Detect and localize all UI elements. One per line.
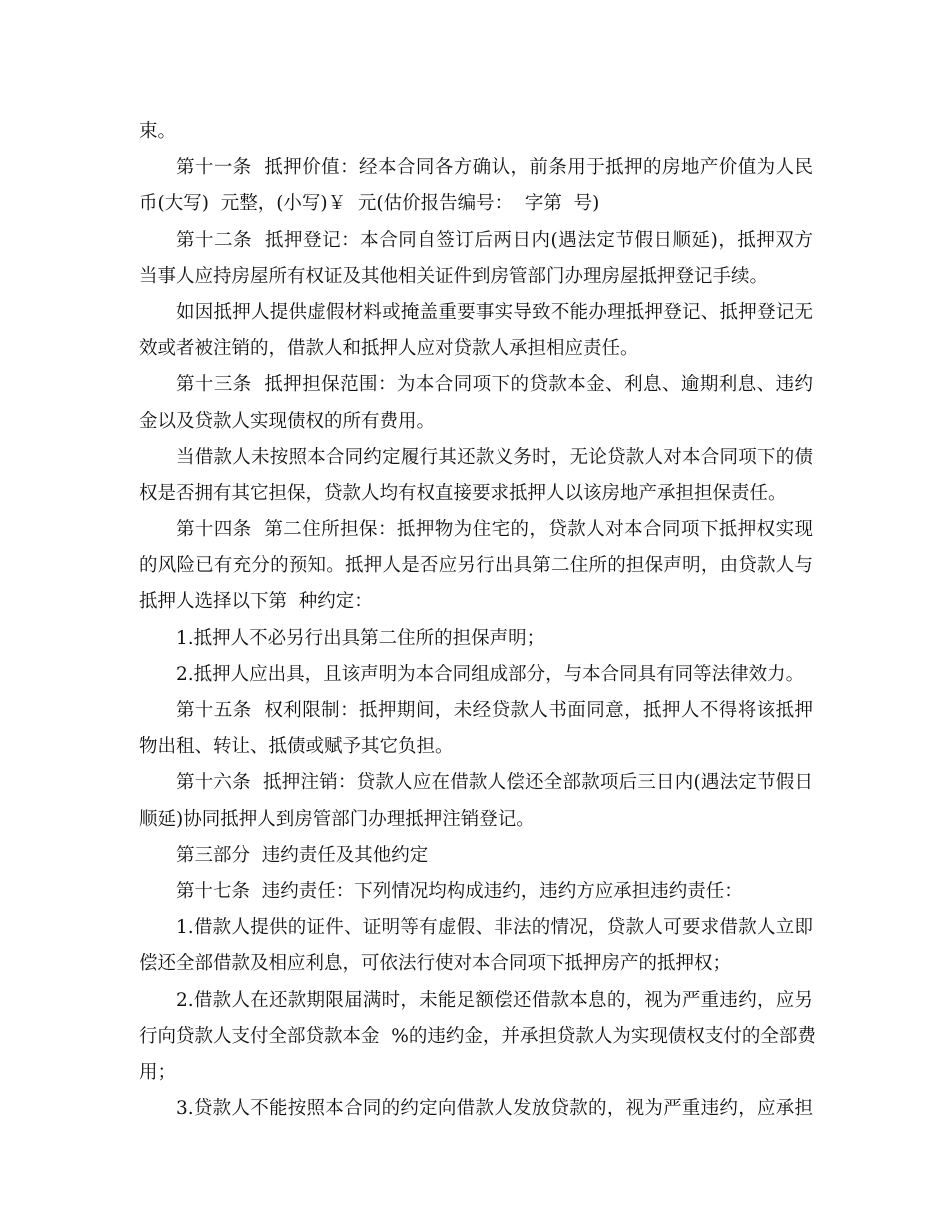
text-line: 权是否拥有其它担保，贷款人均有权直接要求抵押人以该房地产承担担保责任。 — [139, 482, 787, 504]
text-line: 2.借款人在还款期限届满时，未能足额偿还借款本息的，视为严重违约，应另 — [176, 989, 813, 1011]
text-line: 偿还全部借款及相应利息，可依法行使对本合同项下抵押房产的抵押权； — [139, 953, 732, 975]
text-line: 金以及贷款人实现债权的所有费用。 — [139, 410, 436, 432]
text-line: 当借款人未按照本合同约定履行其还款义务时，无论贷款人对本合同项下的债 — [176, 446, 813, 468]
text-line: 第十二条 抵押登记：本合同自签订后两日内(遇法定节假日顺延)，抵押双方 — [176, 229, 813, 251]
text-line: 1.借款人提供的证件、证明等有虚假、非法的情况，贷款人可要求借款人立即 — [176, 917, 813, 939]
text-line: 第三部分 违约责任及其他约定 — [176, 844, 429, 866]
text-line: 的风险已有充分的预知。抵押人是否应另行出具第二住所的担保声明，由贷款人与 — [139, 555, 813, 577]
text-line: 3.贷款人不能按照本合同的约定向借款人发放贷款的，视为严重违约，应承担 — [176, 1098, 813, 1120]
text-line: 当事人应持房屋所有权证及其他相关证件到房管部门办理房屋抵押登记手续。 — [139, 265, 769, 287]
text-line: 2.抵押人应出具，且该声明为本合同组成部分，与本合同具有同等法律效力。 — [176, 663, 805, 685]
text-line: 第十一条 抵押价值：经本合同各方确认，前条用于抵押的房地产价值为人民 — [176, 157, 813, 179]
text-line: 第十三条 抵押担保范围：为本合同项下的贷款本金、利息、逾期利息、违约 — [176, 374, 813, 396]
text-line: 束。 — [139, 121, 177, 142]
text-line: 效或者被注销的，借款人和抵押人应对贷款人承担相应责任。 — [139, 338, 639, 360]
text-line: 物出租、转让、抵债或赋予其它负担。 — [139, 736, 454, 758]
text-line: 抵押人选择以下第 种约定： — [139, 591, 373, 613]
text-line: 币(大写) 元整，(小写)￥ 元(估价报告编号： 字第 号) — [139, 193, 600, 215]
text-line: 第十六条 抵押注销：贷款人应在借款人偿还全部款项后三日内(遇法定节假日 — [176, 772, 813, 794]
text-line: 1.抵押人不必另行出具第二住所的担保声明； — [176, 627, 546, 649]
contract-text-body — [139, 114, 816, 1127]
text-line: 顺延)协同抵押人到房管部门办理抵押注销登记。 — [139, 808, 535, 830]
text-line: 行向贷款人支付全部贷款本金 %的违约金，并承担贷款人为实现债权支付的全部费 — [139, 1025, 816, 1047]
text-line: 第十七条 违约责任：下列情况均构成违约，违约方应承担违约责任： — [176, 880, 743, 902]
text-line: 第十五条 权利限制：抵押期间，未经贷款人书面同意，抵押人不得将该抵押 — [176, 700, 813, 721]
text-line: 如因抵押人提供虚假材料或掩盖重要事实导致不能办理抵押登记、抵押登记无 — [176, 301, 813, 323]
text-line: 第十四条 第二住所担保：抵押物为住宅的，贷款人对本合同项下抵押权实现 — [176, 519, 813, 541]
text-line: 用； — [139, 1061, 177, 1083]
